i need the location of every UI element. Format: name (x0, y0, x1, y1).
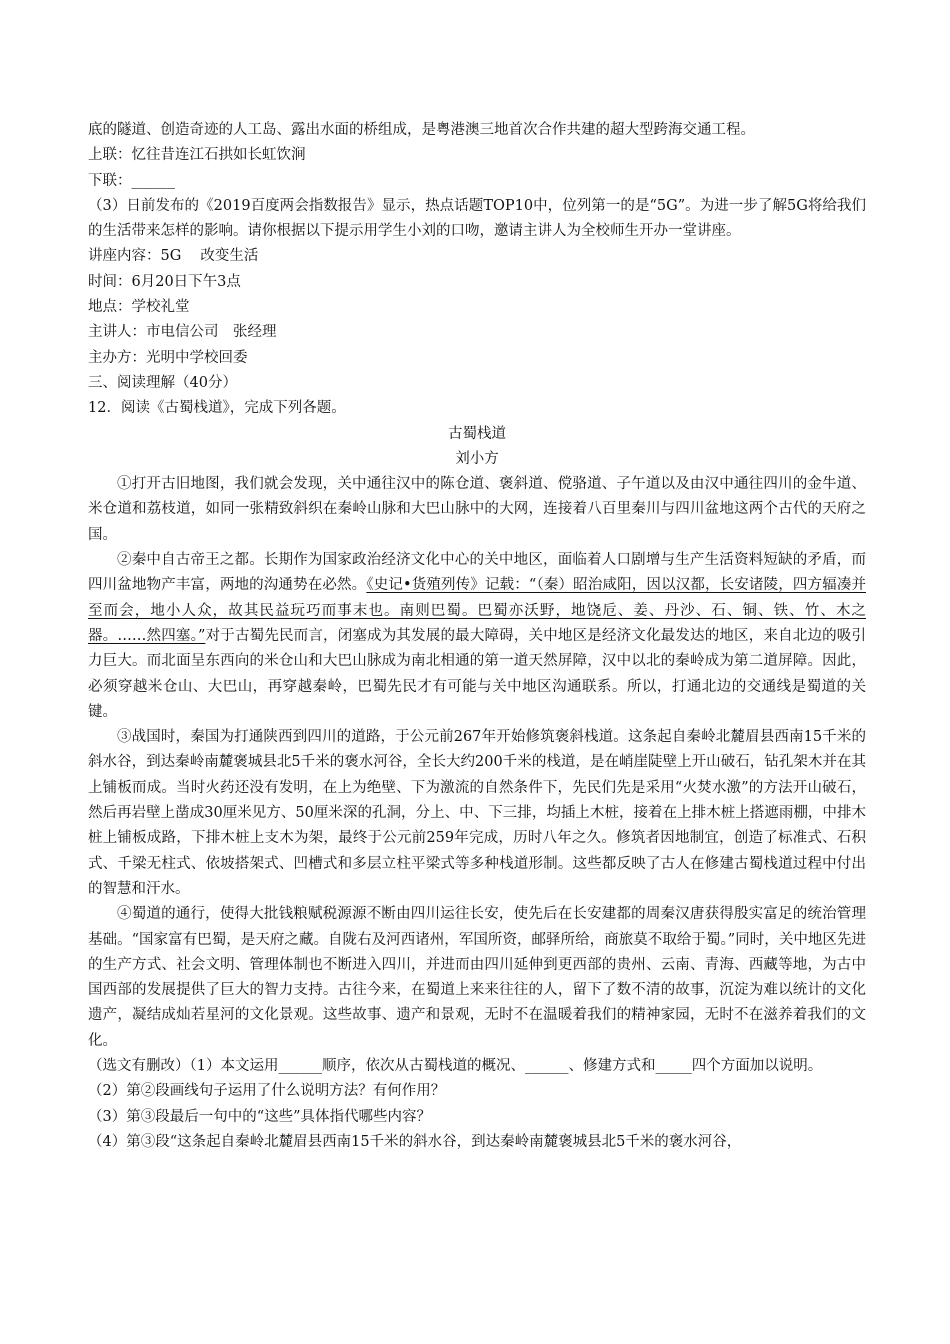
document-page (88, 118, 866, 1155)
lecture-place: 地点：学校礼堂 (88, 299, 190, 316)
subquestion-2: （2）第②段画线句子运用了什么说明方法？有何作用？ (88, 1083, 446, 1100)
lecture-time: 时间：6月20日下午3点 (88, 273, 241, 290)
article-paragraph-2 (88, 548, 866, 725)
paragraph-2-intro: ②秦中自古帝王之都。长期作为国家政治经济文化中心的关中地区，面临着人口剧增与生产生活资料短缺的矛盾，而四川盆地物产丰富，两地的沟通势在必然。 (88, 552, 866, 594)
subquestion-1: （选文有删改）（1）本文运用______顺序，依次从古蜀栈道的概况、______、修建方式和_____四个方面加以说明。 (88, 1057, 823, 1074)
question-3-prompt: （3）日前发布的《2019百度两会指数报告》显示，热点话题TOP10中，位列第一的是“5G”。为进一步了解5G将给我们的生活带来怎样的影响。请你根据以下提示用学生小刘的口吻，邀请主讲人为全校师生开办一堂讲座。 (88, 197, 866, 240)
subquestion-3: （3）第③段最后一句中的“这些”具体指代哪些内容？ (88, 1108, 432, 1125)
article-paragraph-4: ④蜀道的通行，使得大批钱粮赋税源源不断由四川运往长安，使先后在长安建都的周秦汉唐获得殷实富足的统治管理基础。“国家富有巴蜀，是天府之藏。自陇右及河西诸州，军国所资，邮驿所给，商旅莫不取给于蜀。”同时，关中地区先进的生产方式、社会文明、管理体制也不断进入四川，并进而由四川延伸到更西部的贵州、云南、青海、西藏等地，为古中国西部的发展提供了巨大的智力支持。古往今来，在蜀道上来来往往的人，留下了数不清的故事，沉淀为难以统计的文化遗产，凝结成灿若星河的文化景观。这些故事、遗产和景观，无时不在温暖着我们的精神家园，无时不在滋养着我们的文化。 (88, 906, 866, 1049)
intro-line: 底的隧道、创造奇迹的人工岛、露出水面的桥组成，是粤港澳三地首次合作共建的超大型跨海交通工程。 (88, 122, 755, 138)
question-12-heading: 12．阅读《古蜀栈道》，完成下列各题。 (88, 400, 346, 417)
article-author: 刘小方 (455, 450, 499, 467)
section-heading: 三、阅读理解（40分） (88, 374, 237, 391)
article-paragraph-1: ①打开古旧地图，我们就会发现，关中通往汉中的陈仓道、褒斜道、傥骆道、子午道以及由汉中通往四川的金牛道、米仓道和荔枝道，如同一张精致斜织在秦岭山脉和大巴山脉中的大网，连接着八百里秦川与四川盆地这两个古代的天府之国。 (88, 476, 866, 543)
lecture-organizer: 主办方：光明中学校回委 (88, 349, 248, 366)
lecture-content: 讲座内容：5G 改变生活 (88, 248, 259, 265)
couplet-upper: 上联：忆往昔连江石拱如长虹饮涧 (88, 147, 306, 164)
subquestion-4: （4）第③段“这条起自秦岭北麓眉县西南15千米的斜水谷，到达秦岭南麓褒城县北5千米的褒水河谷， (88, 1133, 742, 1150)
couplet-lower: 下联：______ (88, 172, 175, 189)
article-paragraph-3: ③战国时，秦国为打通陕西到四川的道路，于公元前267年开始修筑褒斜栈道。这条起自秦岭北麓眉县西南15千米的斜水谷，到达秦岭南麓褒城县北5千米的褒水河谷，全长大约200千米的栈道，是在峭崖陡壁上开山破石，钻孔架木并在其上铺板而成。当时火药还没有发明，在上为绝壁、下为激流的自然条件下，先民们先是采用“火焚水激”的方法开山破石，然后再岩壁上凿成30厘米见方、50厘米深的孔洞，分上、中、下三排，均插上木桩，接着在上排木桩上搭遮雨棚，中排木桩上铺板成路，下排木桩上支木为架，最终于公元前259年完成，历时八年之久。修筑者因地制宜，创造了标准式、石积式、千梁无柱式、依坡搭架式、凹槽式和多层立柱平梁式等多种栈道形制。这些都反映了古人在修建古蜀栈道过程中付出的智慧和汗水。 (88, 729, 866, 897)
lecture-speaker: 主讲人：市电信公司 张经理 (88, 324, 277, 341)
paragraph-2-rest: 对于古蜀先民而言，闭塞成为其发展的最大障碍，关中地区是经济文化最发达的地区，来自北边的吸引力巨大。而北面呈东西向的米仓山和大巴山脉成为南北相通的第一道天然屏障，汉中以北的秦岭成为第二道屏障。因此，必须穿越米仓山、大巴山，再穿越秦岭，巴蜀先民才有可能与关中地区沟通联系。所以，打通北边的交通线是蜀道的关键。 (88, 627, 866, 720)
underlined-quotation: 《史记•货殖列传》记载：“（秦）昭治咸阳，因以汉都，长安诸陵，四方辐凑并至而会，地小人众，故其民益玩巧而事末也。南则巴蜀。巴蜀亦沃野，地饶卮、姜、丹沙、石、铜、铁、竹、木之器。……然四塞。” (88, 577, 866, 644)
article-title: 古蜀栈道 (448, 425, 506, 442)
